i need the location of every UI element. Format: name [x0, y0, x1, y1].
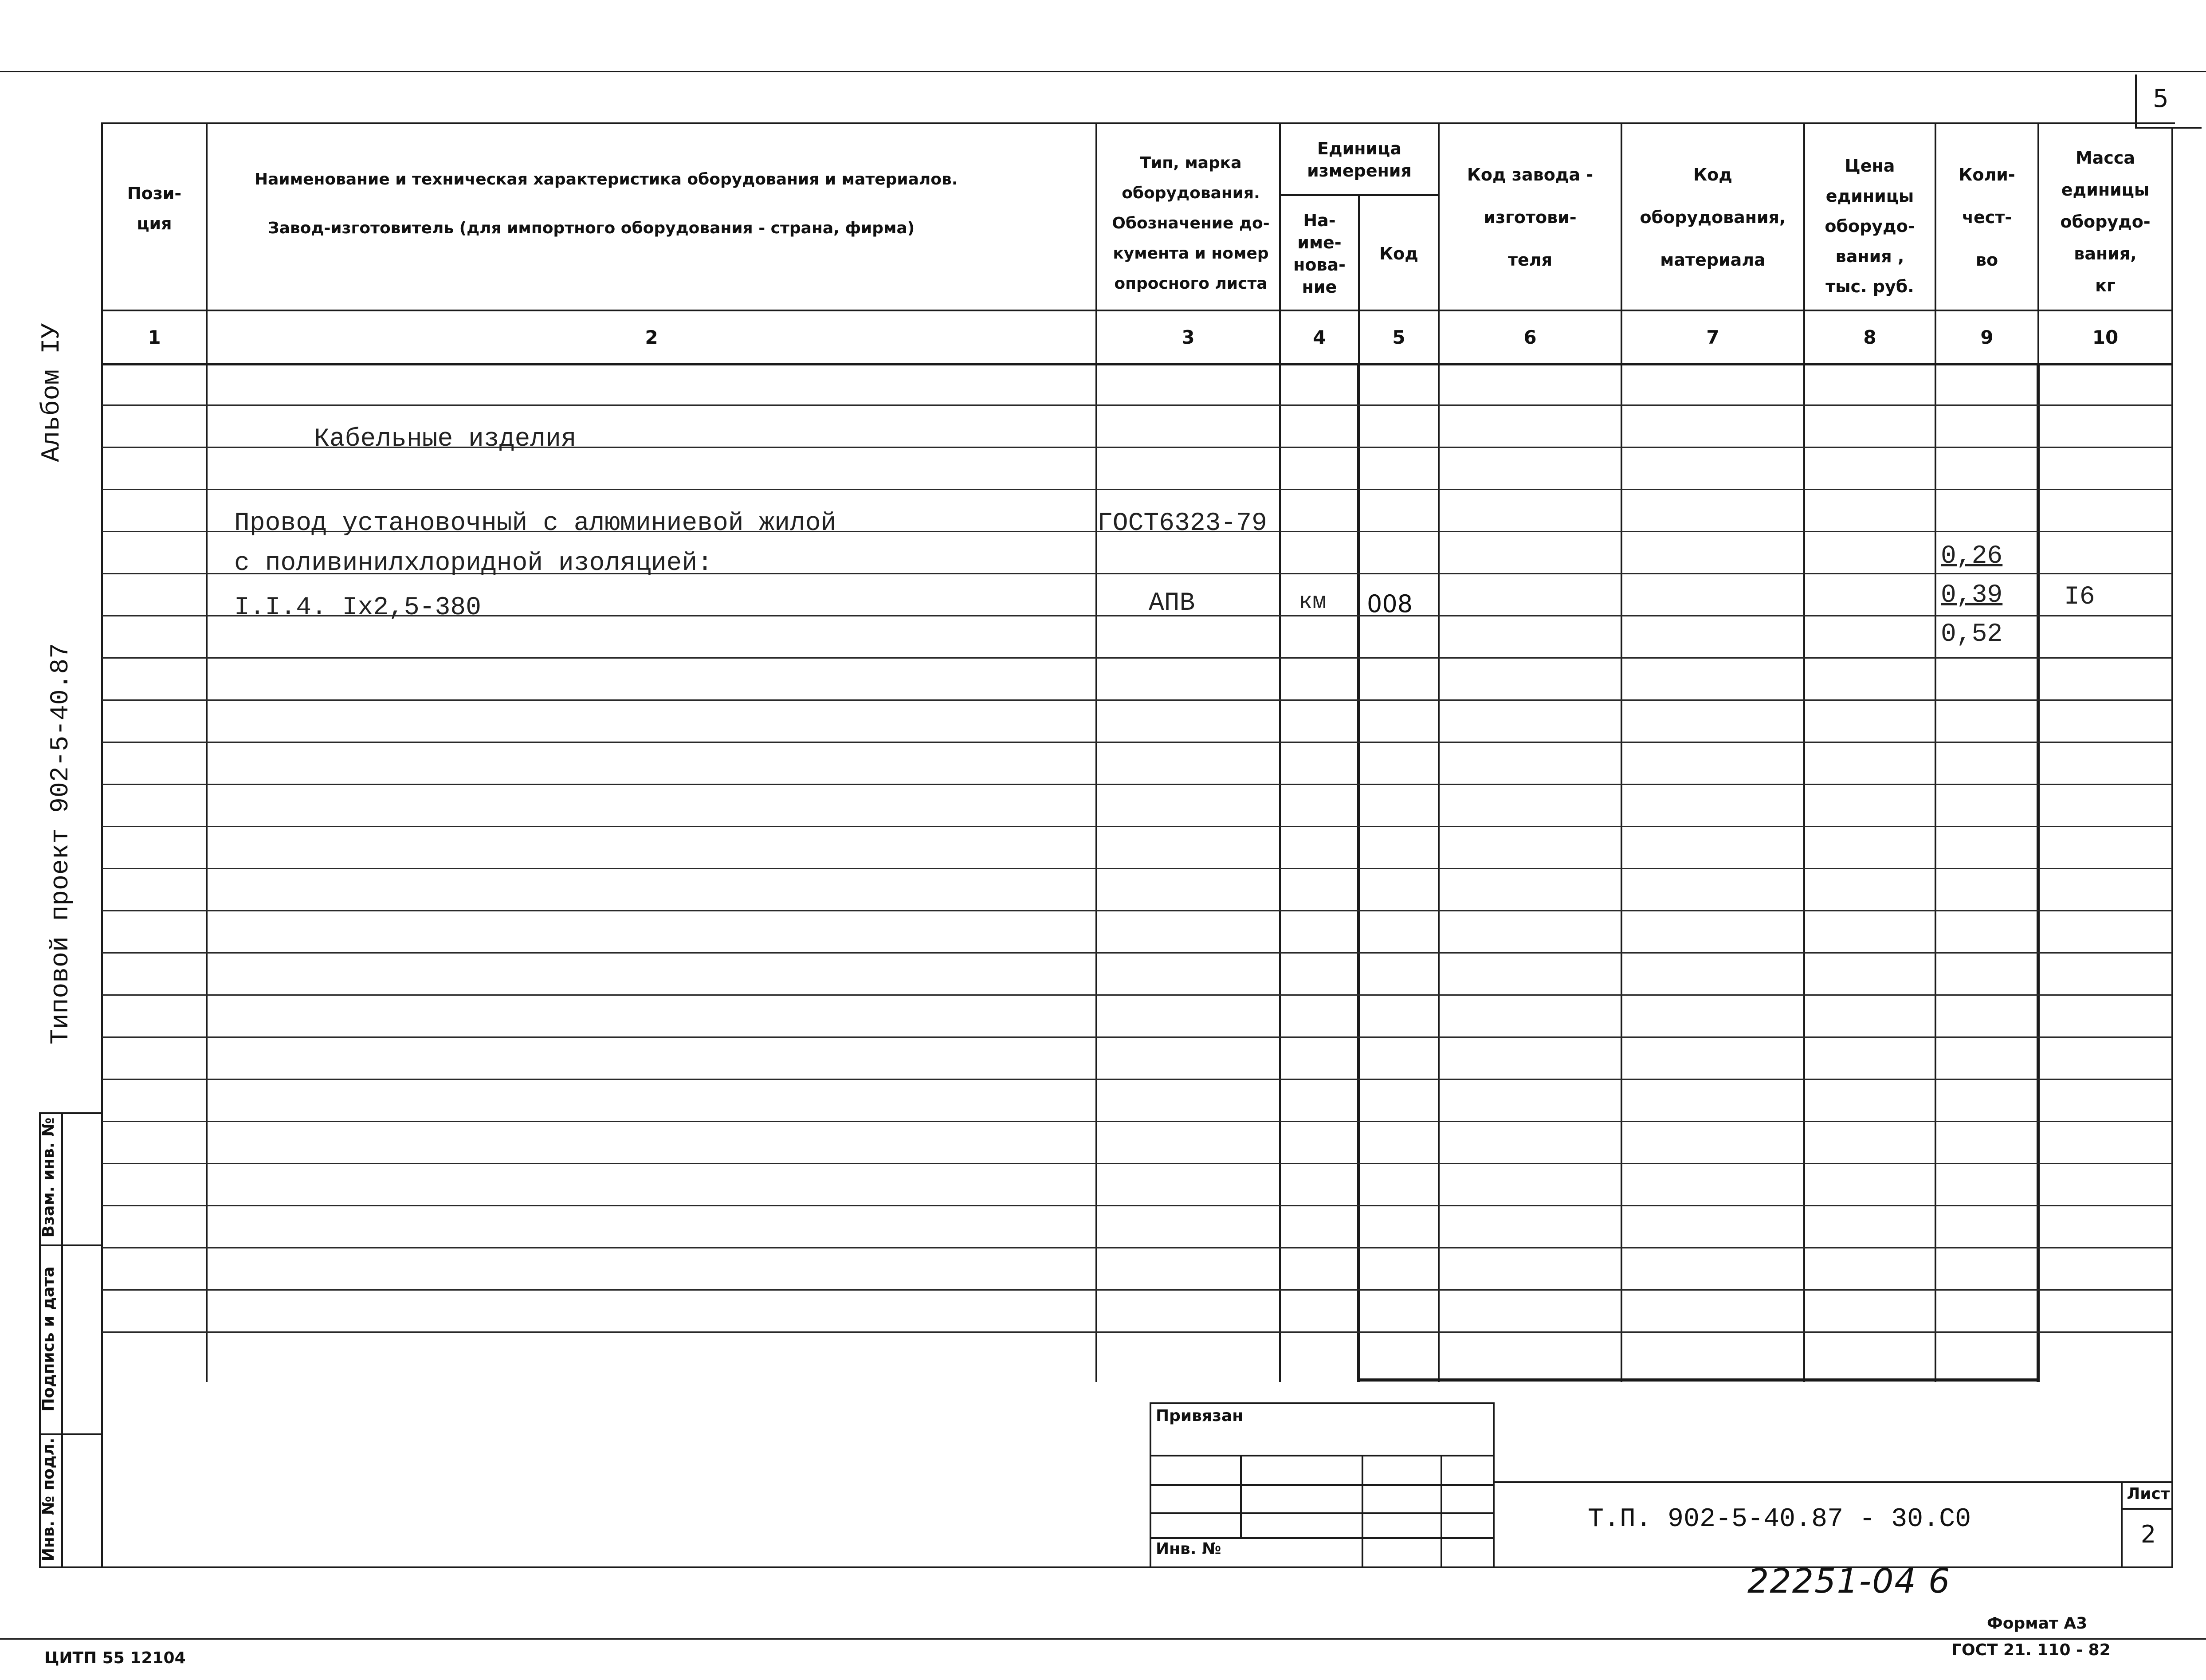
column-number-2: 2 — [645, 326, 658, 348]
body-row-line — [102, 1289, 2172, 1291]
stamp-row-3 — [1150, 1512, 1495, 1514]
body-row-line — [102, 868, 2172, 869]
item-unit: км — [1299, 589, 1327, 615]
stamp-col-2 — [1362, 1455, 1363, 1568]
stamp-col-1 — [1240, 1455, 1242, 1537]
body-row-line — [102, 994, 2172, 996]
list-box-left — [2121, 1481, 2123, 1568]
gost-label: ГОСТ 21. 110 - 82 — [1951, 1641, 2111, 1659]
column-number-1: 1 — [148, 326, 161, 348]
header-name-line2: Завод-изготовитель (для импортного оборудования - страна, фирма) — [268, 219, 915, 237]
body-row-line — [102, 910, 2172, 911]
header-unit-group: Единица измерения — [1307, 139, 1412, 181]
header-name-line1: Наименование и техническая характеристика оборудования и материалов. — [255, 170, 958, 188]
bold-block-left — [1357, 365, 1360, 1382]
stamp-row-1 — [1150, 1455, 1495, 1456]
side-stamp-sep-1 — [39, 1244, 102, 1246]
project-label: Типовой проект 902-5-40.87 — [47, 643, 75, 1044]
header-unit-price: Цена единицы оборудо- вания , тыс. руб. — [1825, 156, 1915, 296]
column-number-5: 5 — [1392, 326, 1405, 348]
header-unit-code: Код — [1379, 244, 1418, 263]
citp-label: ЦИТП 55 12104 — [44, 1649, 186, 1667]
body-row-line — [102, 404, 2172, 406]
bold-block-right — [2037, 365, 2040, 1382]
body-row-line — [102, 1247, 2172, 1248]
album-label: Альбом IУ — [38, 323, 67, 462]
top-border — [0, 71, 2206, 72]
body-row-line — [102, 699, 2172, 701]
quantity-value-1: 0,26 — [1941, 542, 2003, 571]
handwritten-number: 22251-04 6 — [1747, 1561, 1951, 1601]
frame-right — [2171, 127, 2173, 1568]
title-block-top — [1493, 1481, 2171, 1483]
body-row-line — [102, 1036, 2172, 1038]
column-number-8: 8 — [1863, 326, 1876, 348]
page-number-box-bottom — [2135, 127, 2202, 129]
item-standard: ГОСТ6323-79 — [1097, 509, 1267, 538]
stamp-list-number: 2 — [2140, 1520, 2156, 1548]
item-name-line2: с поливинилхлоридной изоляцией: — [234, 549, 713, 578]
header-quantity: Коли- чест- во — [1959, 165, 2015, 270]
column-number-6: 6 — [1523, 326, 1537, 348]
header-unit-name: На- име- нова- ние — [1293, 211, 1346, 297]
column-number-7: 7 — [1706, 326, 1719, 348]
bold-block-bottom — [1357, 1378, 2040, 1382]
quantity-value-3: 0,52 — [1941, 620, 2003, 649]
header-type-mark: Тип, марка оборудования. Обозначение до- кумента и номер опросного листа — [1112, 154, 1270, 293]
body-row-line — [102, 826, 2172, 827]
stamp-row-2 — [1150, 1484, 1495, 1486]
page-number-box-left — [2135, 75, 2137, 127]
stamp-list-label: Лист — [2127, 1485, 2170, 1503]
podpis-data-label: Подпись и дата — [39, 1266, 58, 1412]
bottom-line — [0, 1638, 2206, 1640]
body-row-line — [102, 1331, 2172, 1333]
body-row-line — [102, 1079, 2172, 1080]
item-name-line3: I.I.4. Ix2,5-380 — [234, 593, 481, 622]
stamp-row-4 — [1150, 1537, 1495, 1539]
section-title: Кабельные изделия — [314, 425, 577, 454]
item-name-line1: Провод установочный с алюминиевой жилой — [234, 509, 836, 538]
body-row-line — [102, 657, 2172, 659]
header-equipment-code: Код оборудования, материала — [1640, 165, 1786, 270]
body-row-line — [102, 1163, 2172, 1164]
quantity-value-2: 0,39 — [1941, 581, 2003, 610]
page-number: 5 — [2153, 84, 2169, 113]
stamp-inv-no: Инв. № — [1156, 1540, 1221, 1558]
body-row-line — [102, 489, 2172, 490]
column-number-9: 9 — [1980, 326, 1994, 348]
item-type: АПВ — [1149, 589, 1195, 618]
body-row-line — [102, 784, 2172, 785]
body-row-line — [102, 742, 2172, 743]
column-number-10: 10 — [2092, 326, 2119, 348]
stamp-top — [1150, 1402, 1495, 1404]
table-top-border — [102, 122, 2175, 124]
header-factory-code: Код завода - изготови- теля — [1467, 165, 1594, 270]
format-label: Формат А3 — [1987, 1614, 2088, 1633]
header-position: Пози- ция — [127, 184, 182, 233]
body-row-line — [102, 952, 2172, 954]
column-number-4: 4 — [1313, 326, 1326, 348]
list-box-sep — [2121, 1508, 2171, 1510]
inv-podl-label: Инв. № подл. — [39, 1437, 58, 1562]
column-number-3: 3 — [1182, 326, 1195, 348]
stamp-privyazan: Привязан — [1156, 1407, 1244, 1425]
item-unit-code: 008 — [1367, 590, 1413, 618]
vzam-inv-label: Взам. инв. № — [39, 1117, 58, 1238]
document-code: Т.П. 902-5-40.87 - 30.С0 — [1588, 1504, 1971, 1535]
column-numbers-bottom-line — [102, 363, 2173, 365]
body-row-line — [102, 1205, 2172, 1206]
stamp-col-3 — [1441, 1455, 1442, 1568]
header-unit-mass: Масса единицы оборудо- вания, кг — [2060, 148, 2151, 295]
unit-group-separator — [1279, 194, 1438, 196]
mass-value: I6 — [2064, 583, 2095, 612]
body-row-line — [102, 1121, 2172, 1122]
